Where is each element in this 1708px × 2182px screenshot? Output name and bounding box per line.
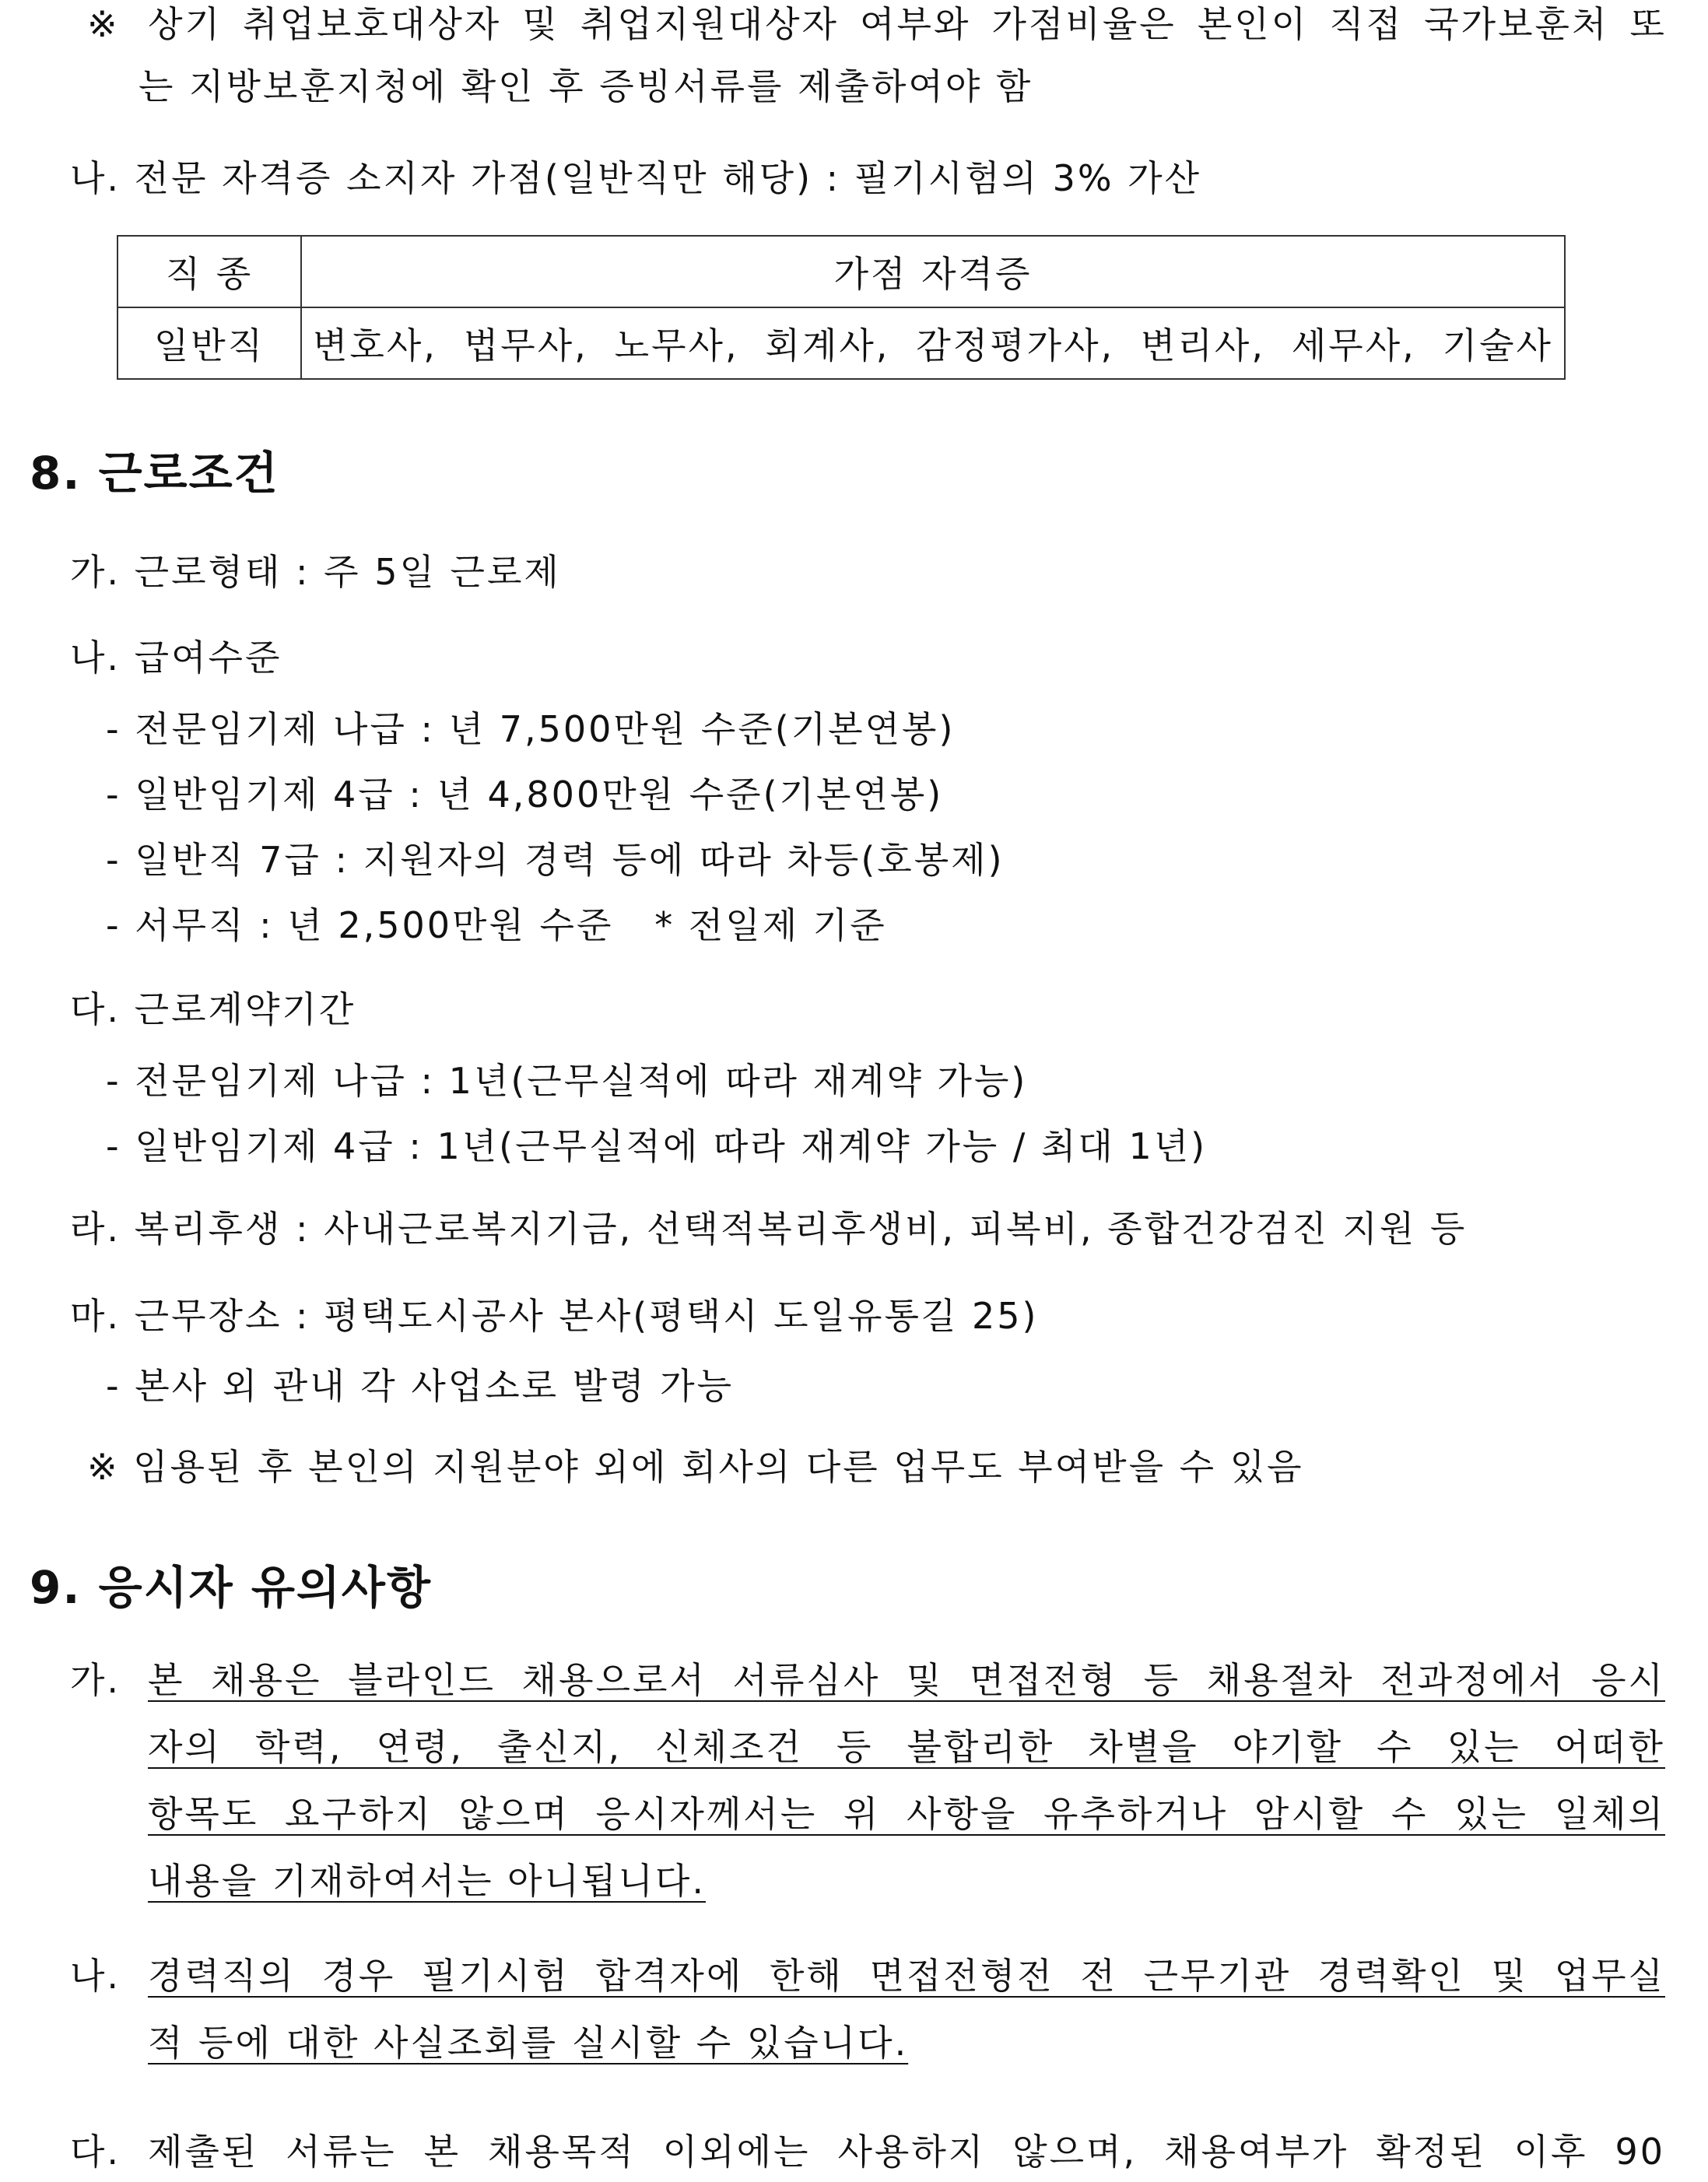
section-9-a-line-3: 항목도 요구하지 않으며 응시자께서는 위 사항을 유추하거나 암시할 수 있는 일체의 <box>148 1793 1665 1835</box>
section-8-item-e-title: 마. 근무장소 : 평택도시공사 본사(평택시 도일유통길 25) <box>70 1295 1039 1337</box>
table-header-row <box>117 236 1565 307</box>
cert-bonus-table <box>117 235 1566 380</box>
table-cell-type: 일반직 <box>117 307 301 379</box>
section-8-note: ※ 임용된 후 본인의 지원분야 외에 회사의 다른 업무도 부여받을 수 있음 <box>87 1446 1304 1488</box>
section-9-c-line-1: 제출된 서류는 본 채용목적 이외에는 사용하지 않으며, 채용여부가 확정된 이후 90 <box>148 2131 1665 2173</box>
section-9-a-line-1: 본 채용은 블라인드 채용으로서 서류심사 및 면접전형 등 채용절차 전과정에서 응시 <box>148 1659 1665 1701</box>
section-9-b-label: 나. <box>70 1955 121 1997</box>
section-8-item-b-title: 나. 급여수준 <box>70 637 282 679</box>
section-9-c-label: 다. <box>70 2131 121 2173</box>
contract-item: - 전문임기제 나급 : 1년(근무실적에 따라 재계약 가능) <box>106 1060 1028 1102</box>
salary-item: - 전문임기제 나급 : 년 7,500만원 수준(기본연봉) <box>106 708 956 750</box>
section-8-item-a: 가. 근로형태 : 주 5일 근로제 <box>70 551 561 593</box>
cert-bonus-title: 나. 전문 자격증 소지자 가점(일반직만 해당) : 필기시험의 3% 가산 <box>70 157 1202 199</box>
section-8-item-d: 라. 복리후생 : 사내근로복지기금, 선택적복리후생비, 피복비, 종합건강검진 지원 등 <box>70 1208 1468 1250</box>
section-8-heading: 8. 근로조건 <box>30 447 279 500</box>
section-9-a-label: 가. <box>70 1659 121 1701</box>
salary-item: - 서무직 : 년 2,500만원 수준 * 전일제 기준 <box>106 904 887 946</box>
table-cell-certs: 변호사, 법무사, 노무사, 회계사, 감정평가사, 변리사, 세무사, 기술사 <box>301 307 1565 379</box>
section-9-b-line-1: 경력직의 경우 필기시험 합격자에 한해 면접전형전 전 근무기관 경력확인 및 업무실 <box>148 1955 1665 1997</box>
workplace-item: - 본사 외 관내 각 사업소로 발령 가능 <box>106 1365 735 1407</box>
note-top-line-2: 는 지방보훈지청에 확인 후 증빙서류를 제출하여야 함 <box>139 65 1033 107</box>
section-9-b-line-2: 적 등에 대한 사실조회를 실시할 수 있습니다. <box>148 2022 909 2064</box>
contract-item: - 일반임기제 4급 : 1년(근무실적에 따라 재계약 가능 / 최대 1년) <box>106 1125 1208 1167</box>
salary-item: - 일반임기제 4급 : 년 4,800만원 수준(기본연봉) <box>106 774 944 816</box>
section-8-item-c-title: 다. 근로계약기간 <box>70 988 356 1030</box>
table-header-type: 직 종 <box>117 236 301 307</box>
salary-item: - 일반직 7급 : 지원자의 경력 등에 따라 차등(호봉제) <box>106 839 1005 881</box>
section-9-a-line-4: 내용을 기재하여서는 아니됩니다. <box>148 1860 706 1902</box>
note-top-line-1: ※ 상기 취업보호대상자 및 취업지원대상자 여부와 가점비율은 본인이 직접 국가보훈처 또 <box>87 3 1667 45</box>
section-9-a-line-2: 자의 학력, 연령, 출신지, 신체조건 등 불합리한 차별을 야기할 수 있는 어떠한 <box>148 1726 1665 1768</box>
table-row <box>117 307 1565 379</box>
section-9-heading: 9. 응시자 유의사항 <box>30 1561 432 1614</box>
table-header-certs: 가점 자격증 <box>301 236 1565 307</box>
